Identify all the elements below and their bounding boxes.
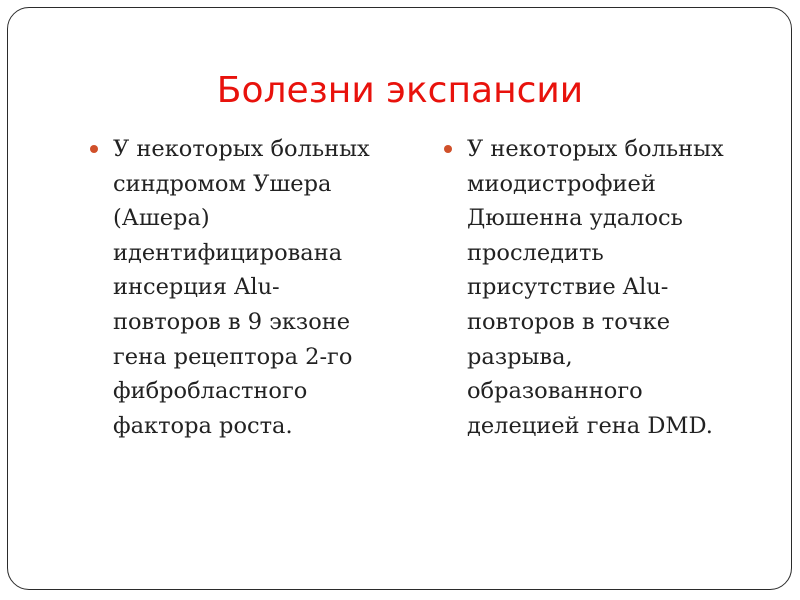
text-line: повторов в точке: [467, 308, 671, 335]
text-line: идентифицирована: [113, 239, 343, 266]
text-line: повторов в 9 экзоне: [113, 308, 351, 335]
bullet-dot-icon: [90, 145, 98, 153]
bullet-item-usher: [88, 132, 418, 443]
text-line: (Ашера): [113, 205, 210, 232]
left-column: [88, 132, 418, 443]
text-line: делецией гена DMD.: [467, 412, 713, 439]
bullet-text: [113, 132, 418, 443]
text-line: присутствие Alu-: [467, 274, 669, 301]
text-line: фактора роста.: [113, 412, 293, 439]
text-line: фибробластного: [113, 378, 308, 405]
text-line: инсерция Alu-: [113, 274, 280, 301]
text-line: У некоторых больных: [467, 136, 724, 162]
slide-title: Болезни экспансии: [216, 70, 584, 111]
text-line: У некоторых больных: [113, 136, 370, 162]
text-line: образованного: [467, 378, 643, 405]
bullet-text: [467, 132, 782, 443]
text-line: Дюшенна удалось: [467, 205, 683, 232]
text-line: гена рецептора 2-го: [113, 343, 353, 370]
bullet-dot-icon: [444, 145, 452, 153]
bullet-item-duchenne: [442, 132, 782, 443]
text-line: разрыва,: [467, 343, 573, 370]
text-line: проследить: [467, 239, 604, 266]
text-line: миодистрофией: [467, 170, 656, 197]
text-line: синдромом Ушера: [113, 170, 332, 197]
right-column: [442, 132, 782, 443]
